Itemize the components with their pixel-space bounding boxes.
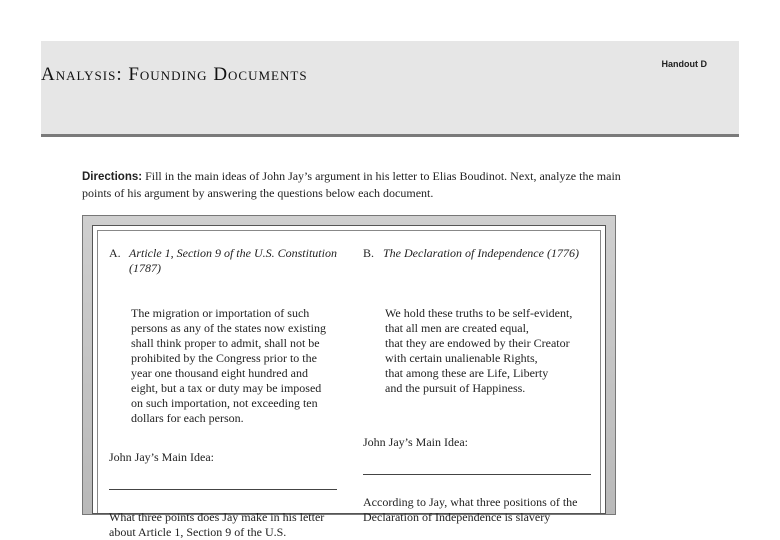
- document-a-title: Article 1, Section 9 of the U.S. Constitution (1787): [129, 246, 337, 275]
- document-a-letter: A.: [109, 246, 121, 260]
- document-b: [363, 246, 595, 525]
- page-header: [41, 41, 739, 137]
- document-a: [109, 246, 341, 540]
- page-title: Analysis: Founding Documents: [41, 64, 308, 85]
- document-b-letter: B.: [363, 246, 375, 260]
- document-frame: [82, 215, 616, 539]
- directions: [82, 168, 642, 201]
- directions-lead: Directions:: [82, 171, 143, 183]
- document-frame-inner: [92, 225, 606, 539]
- document-b-title: The Declaration of Independence (1776): [383, 246, 579, 260]
- document-b-answer-line[interactable]: [363, 474, 591, 475]
- document-b-main-idea-label: John Jay’s Main Idea:: [363, 435, 468, 449]
- document-b-question: According to Jay, what three positions of the Declaration of Independence is slavery: [363, 495, 578, 524]
- directions-text: Fill in the main ideas of John Jay’s argument in his letter to Elias Boudinot. Next, analyze the main points of his argument by answering the questions below each document.: [82, 169, 621, 200]
- handout-label: Handout D: [661, 59, 707, 69]
- document-a-question: What three points does Jay make in his letter about Article 1, Section 9 of the U.S.: [109, 510, 325, 539]
- document-a-main-idea-label: John Jay’s Main Idea:: [109, 450, 214, 464]
- document-a-answer-line[interactable]: [109, 489, 337, 490]
- document-a-quote: The migration or importation of such persons as any of the states now existing shall think proper to admit, shall not be prohibited by the Congress prior to the year one thousand eight hundred and eight, but a tax or duty may be imposed on such importation, not exceeding ten dollars for each person.: [131, 306, 326, 425]
- document-b-quote: We hold these truths to be self-evident, that all men are created equal, that they are endowed by their Creator with certain unalienable Rights, that among these are Life, Liberty and the pursuit of Happiness.: [385, 306, 573, 395]
